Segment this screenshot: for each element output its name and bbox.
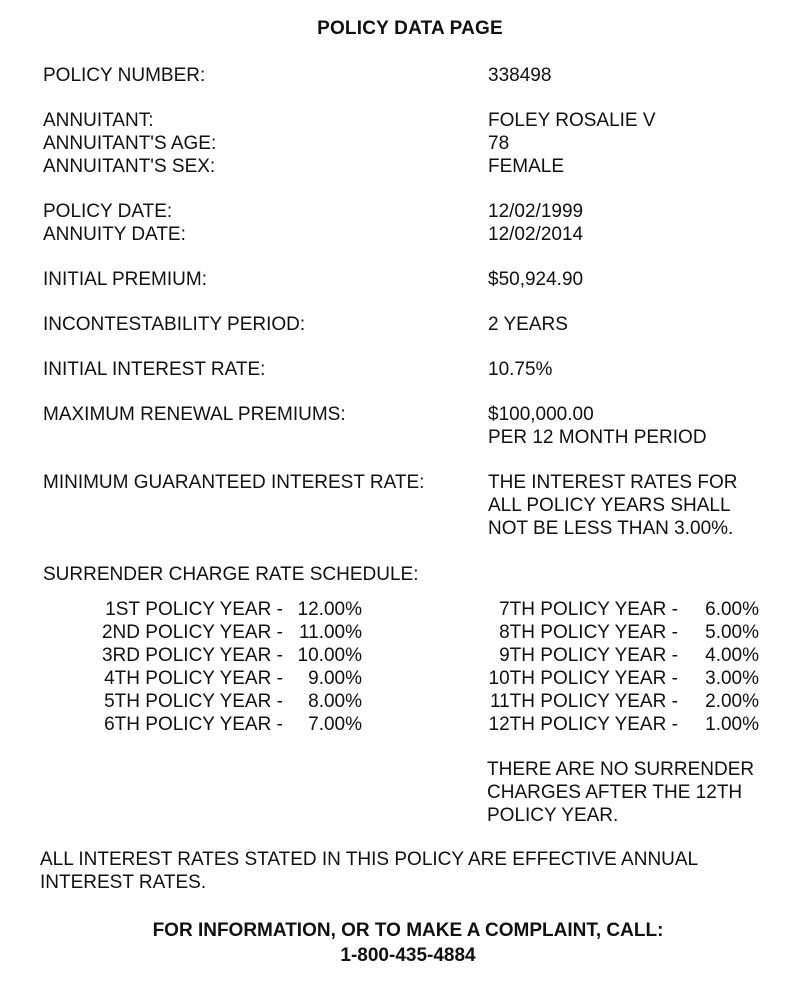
annuity-date-value: 12/02/2014 — [488, 224, 584, 245]
min-guaranteed-line-1: THE INTEREST RATES FOR — [488, 472, 738, 493]
schedule-row — [482, 644, 759, 667]
schedule-year: 7TH — [499, 599, 535, 620]
schedule-text: POLICY YEAR - — [140, 714, 289, 735]
schedule-rate: 3.00% — [705, 668, 759, 689]
annuitant-label: ANNUITANT: — [43, 110, 154, 131]
schedule-text: POLICY YEAR - — [535, 622, 684, 643]
schedule-text: POLICY YEAR - — [140, 645, 289, 666]
max-renewal-label: MAXIMUM RENEWAL PREMIUMS: — [43, 404, 346, 425]
schedule-row — [482, 690, 759, 713]
contact-footer — [0, 918, 800, 968]
schedule-text: POLICY YEAR - — [535, 599, 684, 620]
initial-premium-value: $50,924.90 — [488, 269, 584, 290]
annuitant-age-label: ANNUITANT'S AGE: — [43, 133, 217, 154]
schedule-year: 4TH — [104, 668, 140, 689]
schedule-text: POLICY YEAR - — [140, 622, 289, 643]
complaint-text: FOR INFORMATION, OR TO MAKE A COMPLAINT, CALL: — [152, 920, 664, 941]
schedule-text: POLICY YEAR - — [535, 668, 684, 689]
min-guaranteed-value — [488, 471, 783, 540]
phone-number: 1-800-435-4884 — [340, 945, 476, 966]
annuitant-age-value: 78 — [488, 133, 510, 154]
page-title: POLICY DATA PAGE — [317, 18, 503, 39]
initial-interest-label: INITIAL INTEREST RATE: — [43, 359, 266, 380]
schedule-rate: 4.00% — [705, 645, 759, 666]
incontestability-row — [43, 313, 783, 336]
schedule-row — [85, 644, 362, 667]
policy-date-value: 12/02/1999 — [488, 201, 584, 222]
schedule-rate: 9.00% — [308, 668, 362, 689]
policy-date-row — [43, 200, 783, 223]
schedule-rate: 2.00% — [705, 691, 759, 712]
schedule-row — [482, 621, 759, 644]
initial-premium-label: INITIAL PREMIUM: — [43, 269, 207, 290]
schedule-row — [85, 690, 362, 713]
schedule-year: 8TH — [499, 622, 535, 643]
effective-rates-line-2: INTEREST RATES. — [40, 872, 207, 893]
surrender-note-line-3: POLICY YEAR. — [487, 805, 619, 826]
max-renewal-period: PER 12 MONTH PERIOD — [488, 427, 707, 448]
surrender-note-line-2: CHARGES AFTER THE 12TH — [487, 782, 743, 803]
schedule-row — [482, 667, 759, 690]
min-guaranteed-line-2: ALL POLICY YEARS SHALL — [488, 495, 731, 516]
policy-number-label: POLICY NUMBER: — [43, 65, 206, 86]
incontestability-label: INCONTESTABILITY PERIOD: — [43, 314, 306, 335]
surrender-schedule-left — [85, 598, 362, 736]
min-guaranteed-label: MINIMUM GUARANTEED INTEREST RATE: — [43, 472, 425, 493]
schedule-year: 9TH — [499, 645, 535, 666]
effective-rates-line-1: ALL INTEREST RATES STATED IN THIS POLICY ARE EFFECTIVE ANNUAL — [40, 849, 699, 870]
schedule-text: POLICY YEAR - — [140, 599, 289, 620]
max-renewal-amount: $100,000.00 — [488, 404, 594, 425]
annuity-date-row — [43, 223, 783, 246]
annuitant-sex-row — [43, 155, 783, 178]
schedule-rate: 12.00% — [297, 599, 362, 620]
surrender-schedule-title: SURRENDER CHARGE RATE SCHEDULE: — [43, 564, 419, 585]
policy-number-value: 338498 — [488, 65, 552, 86]
surrender-note-line-1: THERE ARE NO SURRENDER — [487, 759, 755, 780]
schedule-year: 10TH — [488, 668, 535, 689]
surrender-schedule-right — [482, 598, 759, 736]
schedule-text: POLICY YEAR - — [535, 691, 684, 712]
schedule-row — [85, 621, 362, 644]
annuitant-row — [43, 109, 783, 132]
max-renewal-value — [488, 403, 783, 449]
annuitant-value: FOLEY ROSALIE V — [488, 110, 656, 131]
schedule-row — [482, 713, 759, 736]
surrender-note — [487, 758, 787, 827]
schedule-year: 6TH — [104, 714, 140, 735]
min-guaranteed-line-3: NOT BE LESS THAN 3.00%. — [488, 518, 734, 539]
annuity-date-label: ANNUITY DATE: — [43, 224, 186, 245]
schedule-rate: 7.00% — [308, 714, 362, 735]
schedule-year: 12TH — [488, 714, 535, 735]
annuitant-age-row — [43, 132, 783, 155]
incontestability-value: 2 YEARS — [488, 314, 568, 335]
schedule-rate: 10.00% — [297, 645, 362, 666]
policy-number-row — [43, 64, 783, 87]
schedule-rate: 5.00% — [705, 622, 759, 643]
initial-premium-row — [43, 268, 783, 291]
schedule-text: POLICY YEAR - — [140, 668, 289, 689]
policy-fields — [43, 64, 783, 540]
schedule-row — [85, 667, 362, 690]
initial-interest-row — [43, 358, 783, 381]
schedule-row — [85, 713, 362, 736]
max-renewal-row — [43, 403, 783, 449]
schedule-year: 1ST — [105, 599, 140, 620]
schedule-row — [482, 598, 759, 621]
min-guaranteed-row — [43, 471, 783, 540]
schedule-row — [85, 598, 362, 621]
schedule-text: POLICY YEAR - — [140, 691, 289, 712]
schedule-text: POLICY YEAR - — [535, 714, 684, 735]
schedule-rate: 8.00% — [308, 691, 362, 712]
schedule-year: 3RD — [101, 645, 140, 666]
annuitant-sex-value: FEMALE — [488, 156, 565, 177]
effective-rates-statement — [40, 848, 780, 894]
schedule-text: POLICY YEAR - — [535, 645, 684, 666]
annuitant-sex-label: ANNUITANT'S SEX: — [43, 156, 216, 177]
policy-date-label: POLICY DATE: — [43, 201, 173, 222]
schedule-rate: 11.00% — [298, 622, 362, 643]
schedule-rate: 1.00% — [705, 714, 759, 735]
schedule-rate: 6.00% — [705, 599, 759, 620]
initial-interest-value: 10.75% — [488, 359, 553, 380]
schedule-year: 5TH — [104, 691, 140, 712]
schedule-year: 2ND — [101, 622, 140, 643]
schedule-year: 11TH — [489, 691, 535, 712]
